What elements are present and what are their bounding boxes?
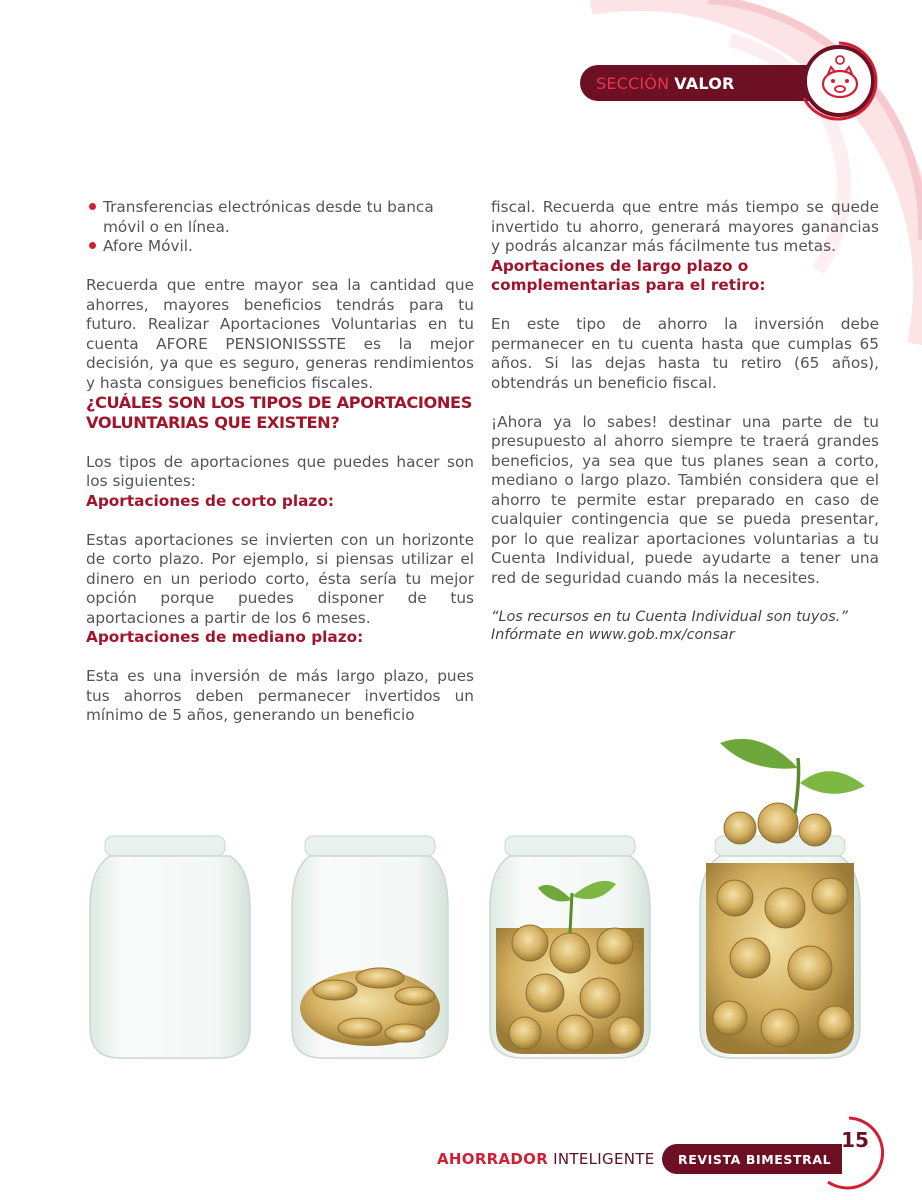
savings-jars-photo	[60, 728, 880, 1120]
section-label-word1: SECCIÓN	[596, 73, 670, 93]
question-heading: ¿CUÁLES SON LOS TIPOS DE APORTACIONES VOLUNTARIAS QUE EXISTEN?	[86, 393, 472, 432]
long-term-paragraph: En este tipo de ahorro la inversión debe permanecer en tu cuenta hasta que cumplas 65 años. Si las dejas hasta tu retiro (65 años), obtendrás un beneficio fiscal.	[491, 315, 879, 392]
section-label-word2: VALOR	[674, 73, 735, 93]
quote-block	[491, 608, 879, 645]
magazine-label: REVISTA BIMESTRAL	[662, 1144, 842, 1174]
bullet-dot-icon	[89, 242, 96, 249]
quote-link-line: Infórmate en www.gob.mx/consar	[491, 627, 735, 643]
right-column	[491, 198, 879, 645]
long-term-heading: Aportaciones de largo plazo o complementarias para el retiro:	[491, 256, 766, 294]
jar-few-coins	[292, 836, 448, 1058]
short-term-paragraph: Estas aportaciones se invierten con un horizonte de corto plazo. Por ejemplo, si piensas utilizar el dinero en un periodo corto, ésta sería tu mejor opción porque puedes disponer de tus aportaciones a partir de los 6 meses.	[86, 530, 474, 627]
jar-full-coins	[700, 739, 865, 1058]
page-number: 15	[841, 1128, 869, 1152]
page-number-ring-icon	[808, 1112, 890, 1194]
short-term-heading: Aportaciones de corto plazo:	[86, 491, 334, 510]
bullet-text: Transferencias electrónicas desde tu banca móvil o en línea.	[103, 198, 434, 236]
jar-empty	[90, 836, 250, 1058]
medium-term-paragraph: Esta es una inversión de más largo plazo, pues tus ahorros deben permanecer invertidos un mínimo de 5 años, generando un beneficio	[86, 667, 474, 724]
left-column	[86, 198, 474, 726]
footer-brand	[437, 1150, 654, 1168]
intro-paragraph: Recuerda que entre mayor sea la cantidad que ahorres, mayores beneficios tendrás para tu futuro. Realizar Aportaciones Voluntarias en tu cuenta AFORE PENSIONISSSTE es la mejor decisión, ya que es seguro, generas rendimientos y hasta consigues beneficios fiscales.	[86, 276, 474, 392]
continued-paragraph: fiscal. Recuerda que entre más tiempo se quede invertido tu ahorro, generará mayores ganancias y podrás alcanzar más fácilmente tus metas.	[491, 198, 879, 255]
bullet-dot-icon	[89, 203, 96, 210]
footer-brand-bold: AHORRADOR	[437, 1150, 549, 1168]
list-item	[86, 198, 474, 237]
piggy-bank-emblem-icon	[796, 38, 882, 124]
jar-half-coins	[490, 836, 650, 1058]
footer-brand-light: INTELIGENTE	[553, 1150, 655, 1168]
bullet-list	[86, 198, 474, 257]
closing-paragraph: ¡Ahora ya lo sabes! destinar una parte de tu presupuesto al ahorro siempre te traerá grandes beneficios, ya sea que tus planes sean a corto, mediano o largo plazo. También considera que el ahorro te permite estar preparado en caso de cualquier contingencia que se pueda presentar, por lo que realizar aportaciones voluntarias a tu Cuenta Individual, puede ayudarte a tener una red de seguridad cuando más la necesites.	[491, 412, 879, 587]
bullet-text: Afore Móvil.	[103, 237, 193, 255]
types-intro-paragraph: Los tipos de aportaciones que puedes hacer son los siguientes:	[86, 452, 474, 490]
medium-term-heading: Aportaciones de mediano plazo:	[86, 628, 364, 646]
list-item	[86, 237, 474, 257]
quote-line: “Los recursos en tu Cuenta Individual son tuyos.”	[491, 608, 848, 625]
